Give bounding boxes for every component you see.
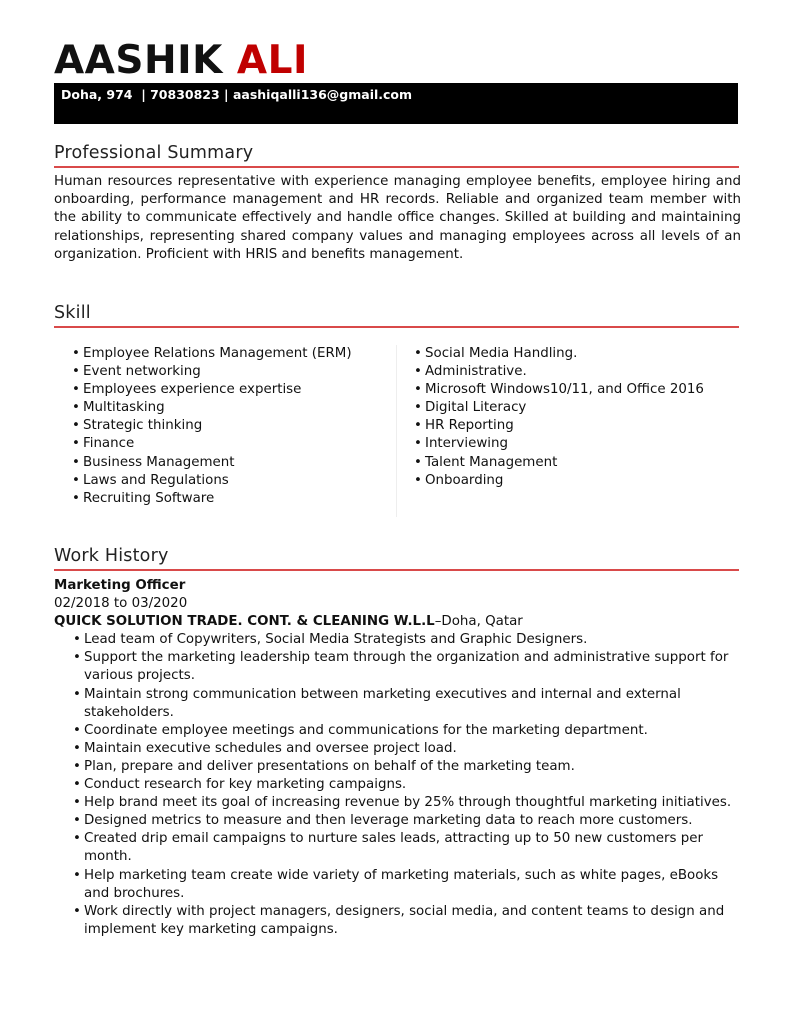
job-bullet: • Maintain strong communication between marketing executives and internal and external stakeholders.: [73, 686, 681, 720]
skill-item: • Finance: [72, 435, 372, 453]
bullet-icon: •: [73, 795, 81, 811]
skill-item: • Digital Literacy: [414, 399, 754, 417]
bullet-icon: •: [72, 418, 80, 434]
skill-item: • Employee Relations Management (ERM): [72, 345, 372, 363]
bullet-icon: •: [72, 382, 80, 398]
skill-item: • Recruiting Software: [72, 490, 372, 508]
skill-item: • Talent Management: [414, 454, 754, 472]
skill-item: • Event networking: [72, 363, 372, 381]
job-location: –Doha, Qatar: [434, 614, 523, 630]
skill-item: • Multitasking: [72, 399, 372, 417]
summary-text: Human resources representative with experience managing employee benefits, employee hiring and onboarding, performance management and HR records. Reliable and organized team member with the ability to communicate effectively and handle office changes. Skilled at building and maintaining relationships, representing shared company values and managing employees across all levels of an organization. Proficient with HRIS and benefits management.: [54, 174, 741, 262]
section-title-skill: Skill: [54, 301, 739, 328]
bullet-icon: •: [414, 472, 422, 488]
bullet-icon: •: [73, 650, 81, 666]
bullet-icon: •: [414, 382, 422, 398]
job-entry: [54, 577, 744, 939]
bullet-icon: •: [414, 454, 422, 470]
skill-item: • Strategic thinking: [72, 417, 372, 435]
job-bullet: • Plan, prepare and deliver presentations on behalf of the marketing team.: [54, 758, 744, 776]
bullet-icon: •: [73, 740, 81, 756]
job-bullet: • Lead team of Copywriters, Social Media Strategists and Graphic Designers.: [54, 631, 744, 649]
job-bullet: • Designed metrics to measure and then leverage marketing data to reach more customers.: [54, 812, 744, 830]
bullet-icon: •: [72, 346, 80, 361]
bullet-icon: •: [73, 722, 81, 738]
bullet-icon: •: [73, 831, 81, 847]
bullet-icon: •: [73, 686, 81, 702]
job-dates: 02/2018 to 03/2020: [54, 596, 188, 612]
job-bullets: [54, 631, 744, 939]
bullet-icon: •: [73, 867, 81, 883]
skill-item: • Business Management: [72, 454, 372, 472]
skill-item: • Social Media Handling.: [414, 345, 754, 363]
bullet-icon: •: [72, 364, 80, 380]
last-name: ALI: [236, 38, 308, 83]
job-bullet: • Help marketing team create wide variety of marketing materials, such as white pages, eBooks and brochures.: [73, 867, 719, 901]
candidate-name: [54, 38, 308, 84]
job-bullet: • Coordinate employee meetings and communications for the marketing department.: [54, 722, 744, 740]
bullet-icon: •: [414, 346, 422, 361]
bullet-icon: •: [72, 436, 80, 452]
skills-column-left: [72, 345, 372, 508]
bullet-icon: •: [73, 777, 81, 793]
bullet-icon: •: [414, 400, 422, 416]
job-bullet: • Work directly with project managers, designers, social media, and content teams to design and implement key marketing campaigns.: [73, 903, 725, 937]
skill-item: • Interviewing: [414, 435, 754, 453]
job-company-line: [54, 613, 744, 631]
job-title: Marketing Officer: [54, 578, 186, 593]
job-bullet: • Maintain executive schedules and oversee project load.: [54, 740, 744, 758]
contact-bar: [54, 83, 738, 124]
bullet-icon: •: [73, 813, 81, 829]
bullet-icon: •: [72, 454, 80, 470]
skill-item: • Microsoft Windows10/11, and Office 2016: [414, 381, 754, 399]
column-divider: [396, 345, 397, 517]
bullet-icon: •: [72, 400, 80, 416]
skills-list: [54, 345, 744, 527]
job-bullet: • Support the marketing leadership team through the organization and administrative support for various projects.: [73, 650, 729, 684]
bullet-icon: •: [73, 903, 81, 919]
bullet-icon: •: [73, 758, 81, 774]
bullet-icon: •: [72, 472, 80, 488]
section-title-summary: Professional Summary: [54, 141, 739, 168]
first-name: AASHIK: [54, 38, 223, 83]
skill-item: • Laws and Regulations: [72, 472, 372, 490]
job-company: QUICK SOLUTION TRADE. CONT. & CLEANING W.L.L: [54, 614, 435, 630]
contact-info: Doha, 974 | 70830823 | aashiqalli136@gmail.com: [61, 87, 413, 102]
bullet-icon: •: [414, 418, 422, 434]
skill-item: • Employees experience expertise: [72, 381, 372, 399]
bullet-icon: •: [73, 632, 81, 648]
job-bullet: • Help brand meet its goal of increasing revenue by 25% through thoughtful marketing initiatives.: [54, 794, 744, 812]
bullet-icon: •: [414, 364, 422, 380]
bullet-icon: •: [414, 436, 422, 452]
skill-item: • Administrative.: [414, 363, 754, 381]
section-title-work-history: Work History: [54, 544, 739, 571]
skill-item: • HR Reporting: [414, 417, 754, 435]
skill-item: • Onboarding: [414, 472, 754, 490]
bullet-icon: •: [72, 490, 80, 506]
skills-column-right: [414, 345, 754, 490]
job-bullet: • Created drip email campaigns to nurture sales leads, attracting up to 50 new customers per month.: [73, 831, 704, 865]
job-bullet: • Conduct research for key marketing campaigns.: [54, 776, 744, 794]
